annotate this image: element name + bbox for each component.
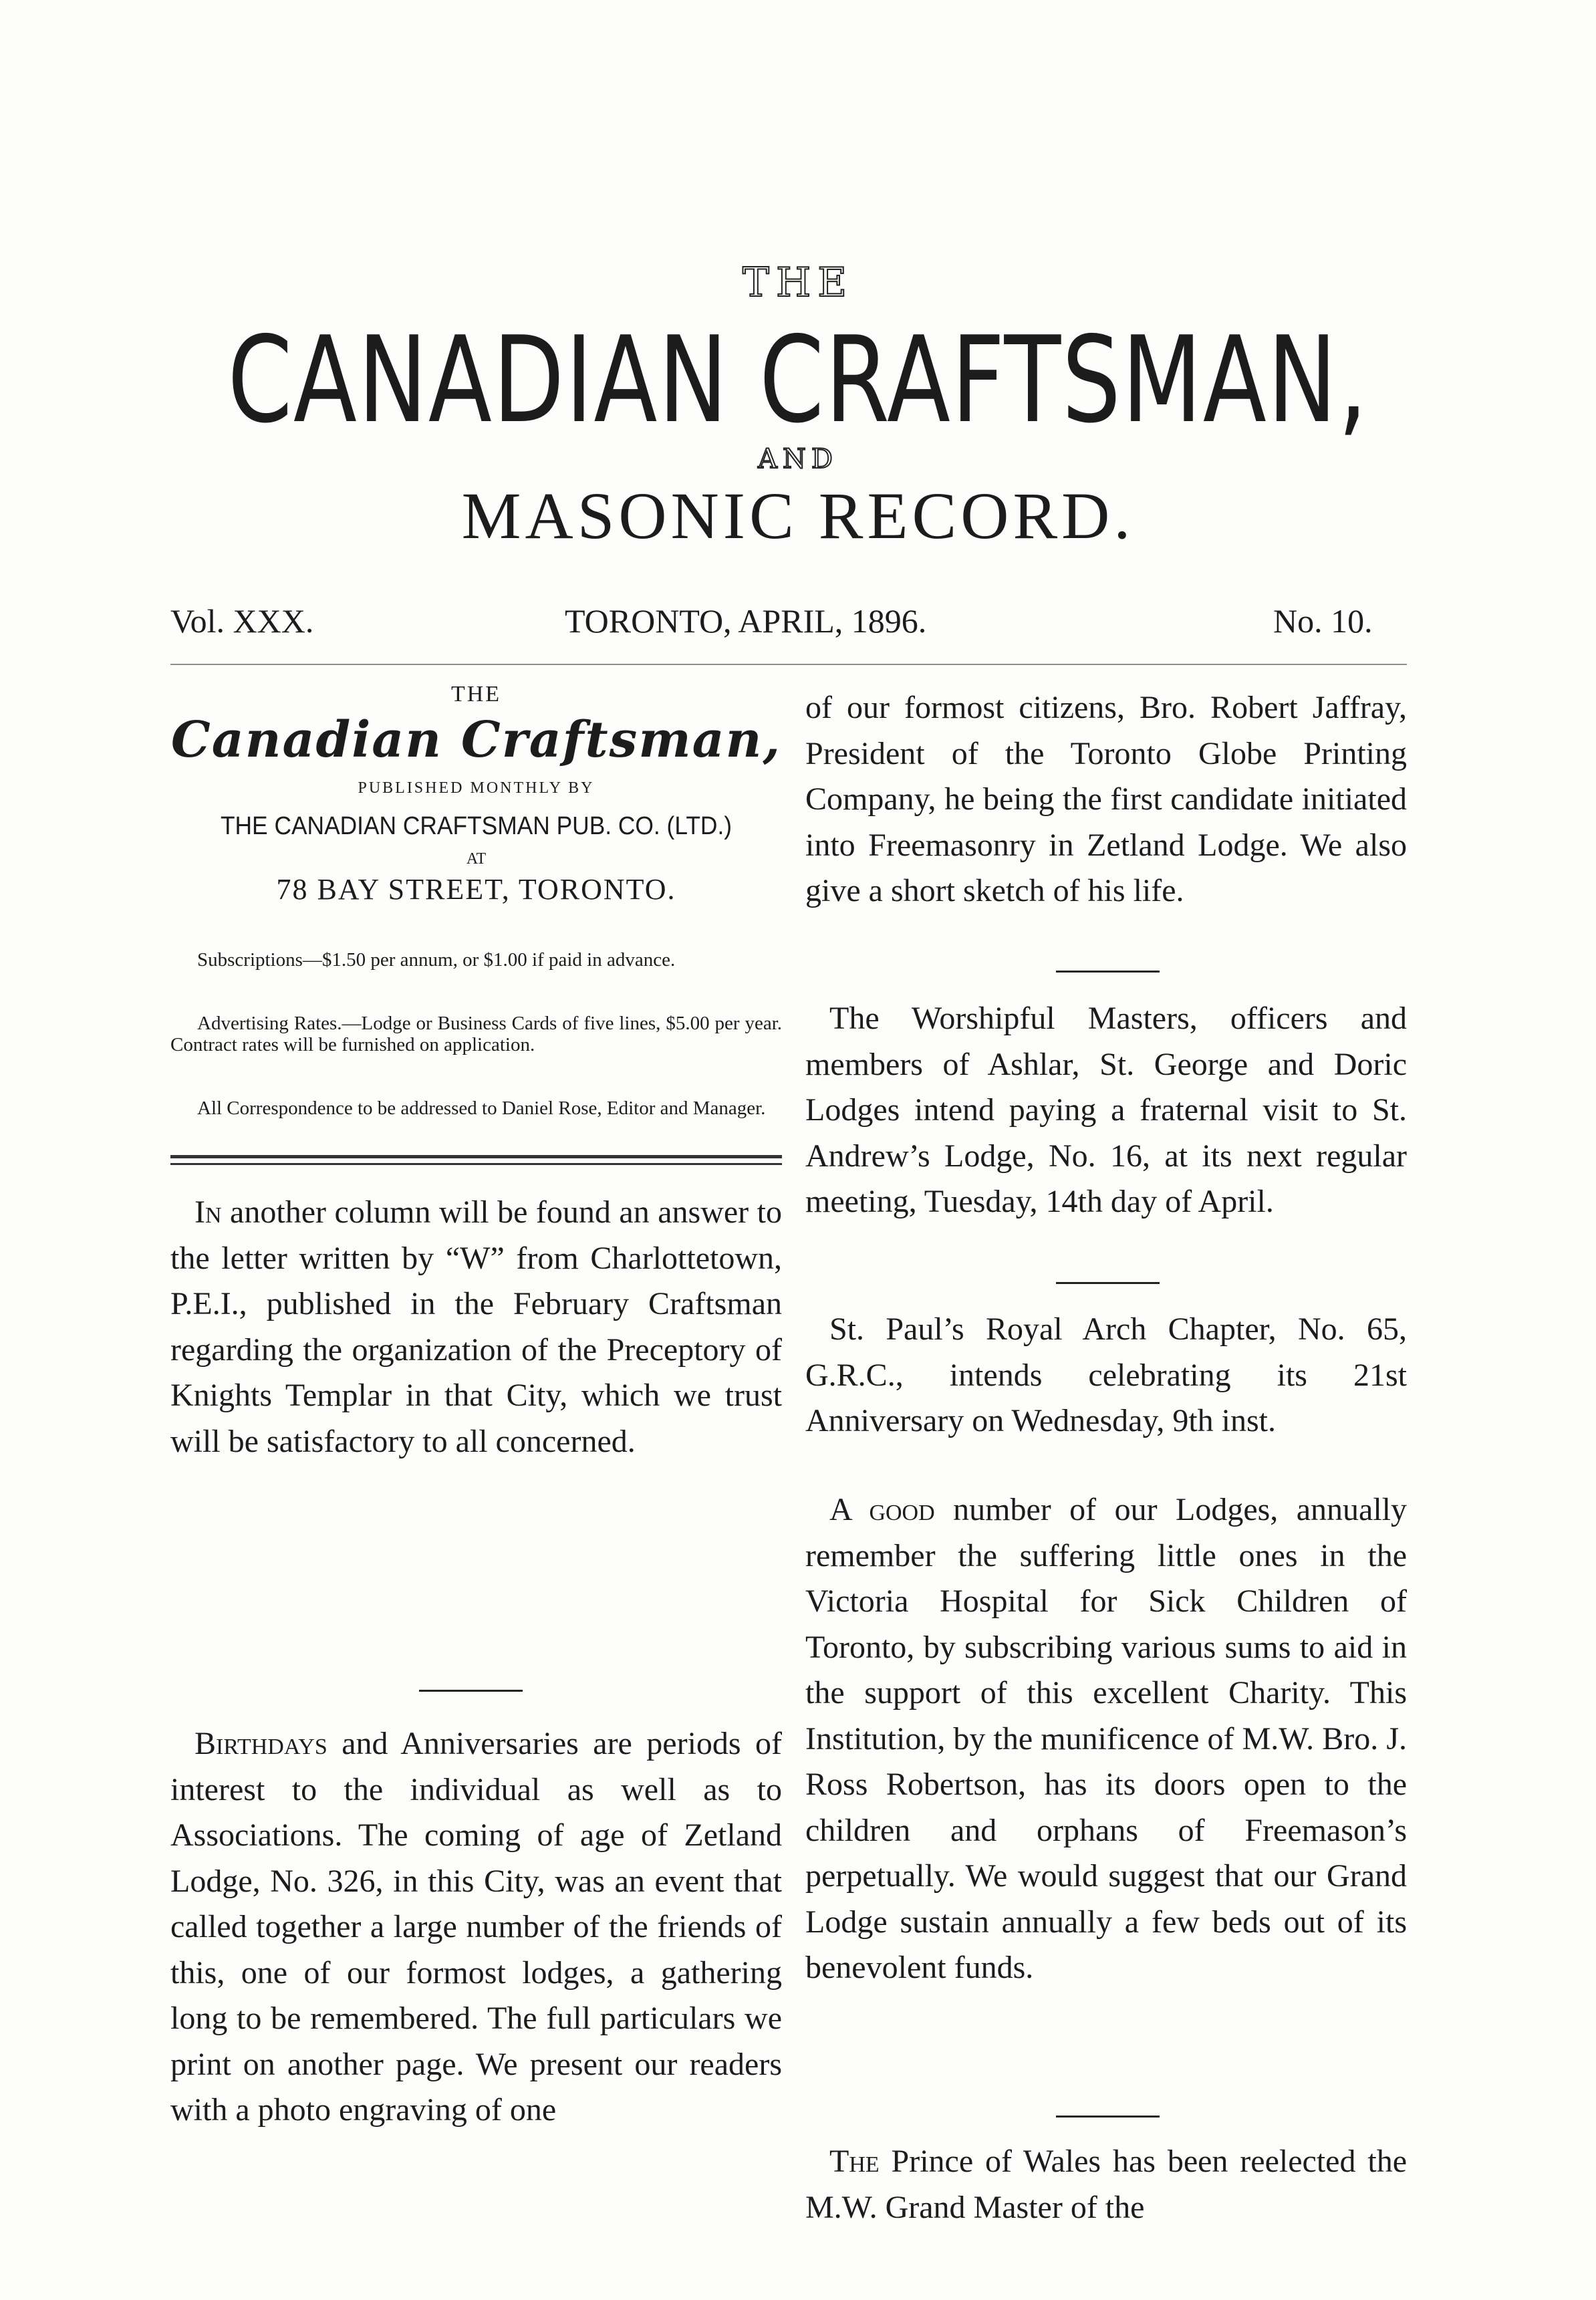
publisher-box <box>170 682 782 906</box>
masthead-title: CANADIAN CRAFTSMAN, <box>227 311 1369 449</box>
subscriptions-note: Subscriptions—$1.50 per annum, or $1.00 if paid in advance. <box>197 949 676 971</box>
right-para-4-text: number of our Lodges, annually remember the suffering little ones in the Victoria Hospital for Sick Children of Toronto, by subscribing various sums to aid in the support of this excellent Charity. This Institution, by the munificence of M.W. Bro. J. Ross Robertson, has its doors open to the children and orphans of Freemason’s perpetually. We would suggest that our Grand Lodge sustain annually a few beds out of its benevolent funds. <box>805 1492 1408 1985</box>
right-para-4 <box>805 1487 1407 1991</box>
left-para-1-lead: In <box>194 1194 222 1230</box>
right-para-5 <box>805 2139 1407 2230</box>
publisher-at: AT <box>466 850 487 868</box>
publisher-the: THE <box>450 682 502 707</box>
dateline-rule <box>170 664 1407 665</box>
left-para-1 <box>170 1190 782 1464</box>
right-para-3: St. Paul’s Royal Arch Chapter, No. 65, G.R.C., intends celebrating its 21st Anniversary on Wednesday, 9th inst. <box>805 1311 1407 1438</box>
masthead-and: AND <box>758 444 838 475</box>
right-para-4-lead: A good <box>829 1492 935 1527</box>
publisher-name: Canadian Craftsman, <box>170 711 782 769</box>
left-para-2-lead: Birthdays <box>194 1726 327 1761</box>
left-para-2 <box>170 1721 782 2134</box>
box-rule-thin <box>170 1163 782 1165</box>
box-rule-thick <box>170 1155 782 1158</box>
right-divider-1 <box>1056 971 1160 973</box>
right-para-2: The Worshipful Masters, officers and members of Ashlar, St. George and Doric Lodges intend paying a fraternal visit to St. Andrew’s Lodge, No. 16, at its next regular meeting, Tuesday, 14th day of April. <box>805 1001 1407 1219</box>
issue-number: No. 10. <box>1273 602 1373 640</box>
published-monthly: PUBLISHED MONTHLY BY <box>358 779 595 797</box>
masthead-subtitle: MASONIC RECORD. <box>461 479 1135 553</box>
left-para-2-text: and Anniversaries are periods of interest to the individual as well as to Associations. The coming of age of Zetland Lodge, No. 326, in this City, was an event that called together a large number of the friends of this, one of our formost lodges, a gathering long to be remembered. The full particulars we print on another page. We present our readers with a photo engraving of one <box>170 1726 783 2128</box>
right-divider-3 <box>1056 2116 1160 2118</box>
right-para-1: of our formost citizens, Bro. Robert Jaffray, President of the Toronto Globe Printing Company, he being the first candidate initiated into Freemasonry in Zetland Lodge. We also give a short sketch of his life. <box>805 690 1407 908</box>
right-para-5-text: Prince of Wales has been reelected the M.W. Grand Master of the <box>805 2144 1407 2225</box>
publisher-address: 78 BAY STREET, TORONTO. <box>276 873 676 906</box>
place-date: TORONTO, APRIL, 1896. <box>565 602 927 640</box>
right-para-5-lead: The <box>829 2144 880 2179</box>
advertising-note: Advertising Rates.—Lodge or Business Cards of five lines, $5.00 per year. Contract rates will be furnished on application. <box>170 1013 782 1055</box>
masthead-the: THE <box>742 259 854 306</box>
right-divider-2 <box>1056 1282 1160 1284</box>
correspondence-note: All Correspondence to be addressed to Daniel Rose, Editor and Manager. <box>197 1098 766 1119</box>
volume-label: Vol. XXX. <box>170 602 314 640</box>
publisher-company: THE CANADIAN CRAFTSMAN PUB. CO. (LTD.) <box>220 812 733 840</box>
left-divider <box>419 1690 523 1692</box>
left-para-1-text: another column will be found an answer to the letter written by “W” from Charlottetown, P.E.I., published in the February Craftsman regarding the organization of the Preceptory of Knights Templar in that City, which we trust will be satisfactory to all concerned. <box>170 1194 782 1459</box>
